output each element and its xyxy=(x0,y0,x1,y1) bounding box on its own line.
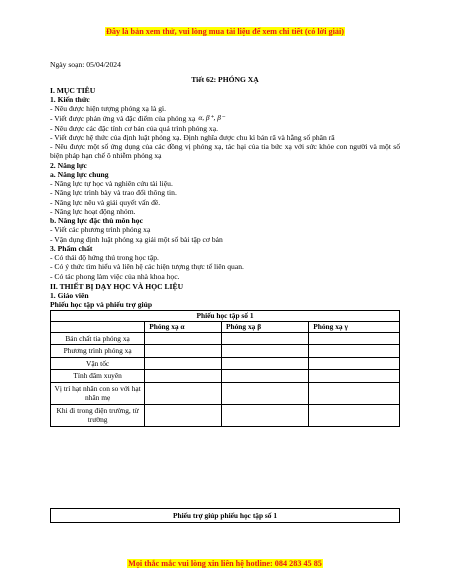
support-caption-row xyxy=(51,509,400,523)
knowledge-item: - Viết được hệ thức của định luật phóng xạ. Định nghĩa được chu kì bán rã và hằng số phân rã xyxy=(50,132,335,142)
answer-cell xyxy=(221,404,308,426)
preview-banner: Đây là bản xem thử, vui lòng mua tài liệu để xem chi tiết (có lời giải) xyxy=(105,27,344,36)
table-row xyxy=(51,370,400,383)
column-header-empty xyxy=(51,321,145,332)
row-label: Tính đâm xuyên xyxy=(51,370,145,383)
answer-cell xyxy=(309,357,400,370)
column-header-alpha: Phóng xạ α xyxy=(145,321,222,332)
general-competence-title: a. Năng lực chung xyxy=(50,169,109,179)
worksheet-caption: Phiếu học tập số 1 xyxy=(51,310,400,321)
section-objectives-title: I. MỤC TIÊU xyxy=(50,85,96,95)
radiation-symbols: α, β⁺, β⁻ xyxy=(198,113,225,123)
specific-competence-item: - Vận dụng định luật phóng xạ giải một số bài tập cơ bản xyxy=(50,234,223,244)
answer-cell xyxy=(221,370,308,383)
document-body xyxy=(50,60,400,427)
answer-cell xyxy=(309,370,400,383)
answer-cell xyxy=(145,345,222,358)
answer-cell xyxy=(309,404,400,426)
quality-item: - Có thái độ hứng thú trong học tập. xyxy=(50,253,159,262)
general-competence-item: - Năng lực hoạt động nhóm. xyxy=(50,206,136,216)
answer-cell xyxy=(145,332,222,345)
answer-cell xyxy=(309,332,400,345)
hotline-banner: Mọi thắc mắc vui lòng xin liên hệ hotline: 084 283 45 85 xyxy=(128,559,322,568)
answer-cell xyxy=(145,382,222,404)
worksheet-heading: Phiếu học tập và phiếu trợ giúp xyxy=(50,300,153,310)
quality-item: - Có tác phong làm việc của nhà khoa học. xyxy=(50,271,180,281)
row-label: Bản chất tia phóng xạ xyxy=(51,332,145,345)
lesson-title: Tiết 62: PHÓNG XẠ xyxy=(191,75,259,85)
support-caption: Phiếu trợ giúp phiếu học tập số 1 xyxy=(51,509,400,523)
general-competence-item: - Năng lực nêu và giải quyết vấn đề. xyxy=(50,197,161,207)
answer-cell xyxy=(221,345,308,358)
answer-cell xyxy=(145,357,222,370)
support-table xyxy=(50,508,400,523)
table-row xyxy=(51,345,400,358)
teacher-title: 1. Giáo viên xyxy=(50,291,89,300)
knowledge-item: - Nêu được một số ứng dụng của các đồng vị phóng xạ, tác hại của tia bức xạ với sức khỏe con người và một số biện pháp hạn chế ô nhiễm phóng xạ xyxy=(50,142,400,161)
worksheet-table xyxy=(50,310,400,427)
worksheet-caption-row xyxy=(51,310,400,321)
answer-cell xyxy=(309,382,400,404)
section-equipment-title: II. THIẾT BỊ DẠY HỌC VÀ HỌC LIỆU xyxy=(50,281,184,291)
quality-item: - Có ý thức tìm hiểu và liên hệ các hiện tượng thực tế liên quan. xyxy=(50,262,244,272)
general-competence-item: - Năng lực tự học và nghiên cứu tài liệu. xyxy=(50,179,173,188)
general-competence-item: - Năng lực trình bày và trao đổi thông tin. xyxy=(50,188,177,198)
knowledge-item: - Nêu được hiện tượng phóng xạ là gì. xyxy=(50,104,167,113)
column-header-gamma: Phóng xạ γ xyxy=(309,321,400,332)
specific-competence-title: b. Năng lực đặc thù môn học xyxy=(50,216,143,225)
table-row xyxy=(51,382,400,404)
worksheet-header-row xyxy=(51,321,400,332)
knowledge-item: - Nêu được các đặc tính cơ bản của quá trình phóng xạ. xyxy=(50,123,218,133)
table-row xyxy=(51,357,400,370)
answer-cell xyxy=(145,404,222,426)
row-label: Vận tốc xyxy=(51,357,145,370)
specific-competence-item: - Viết các phương trình phóng xạ xyxy=(50,225,151,235)
table-row xyxy=(51,404,400,426)
row-label: Vị trí hạt nhân con so với hạt nhân mẹ xyxy=(51,382,145,404)
competence-title: 2. Năng lực xyxy=(50,160,87,170)
answer-cell xyxy=(221,332,308,345)
table-row xyxy=(51,332,400,345)
knowledge-title: 1. Kiến thức xyxy=(50,94,90,104)
answer-cell xyxy=(145,370,222,383)
row-label: Khi đi trong điện trường, từ trường xyxy=(51,404,145,426)
support-sheet xyxy=(50,508,400,523)
answer-cell xyxy=(309,345,400,358)
answer-cell xyxy=(221,357,308,370)
quality-title: 3. Phẩm chất xyxy=(50,243,93,253)
preparation-date: Ngày soạn: 05/04/2024 xyxy=(50,60,121,69)
answer-cell xyxy=(221,382,308,404)
column-header-beta: Phóng xạ β xyxy=(221,321,308,332)
knowledge-item-radiation: - Viết được phản ứng và đặc điểm của phóng xạ α, β⁺, β⁻ xyxy=(50,113,225,124)
row-label: Phương trình phóng xạ xyxy=(51,345,145,358)
